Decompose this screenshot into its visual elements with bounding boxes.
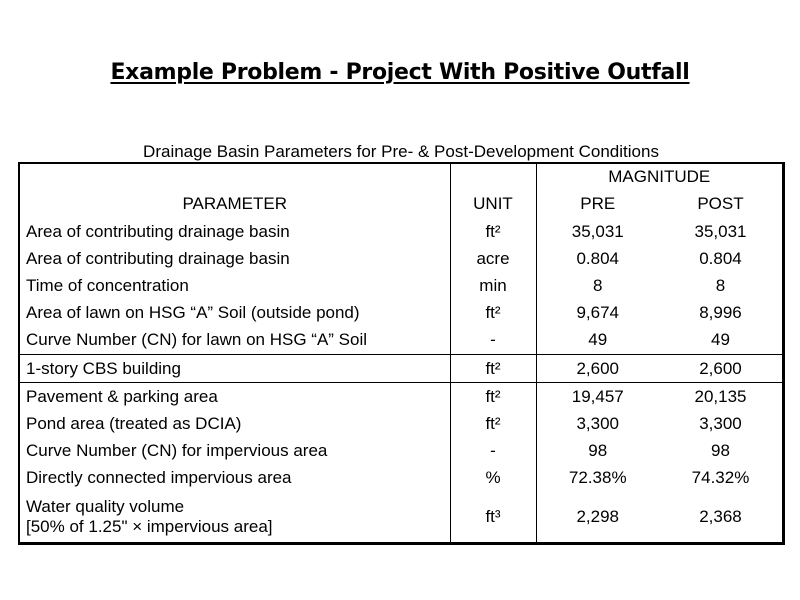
header-unit: UNIT bbox=[450, 190, 536, 218]
cell-parameter: Time of concentration bbox=[26, 276, 189, 296]
cell-unit: - bbox=[450, 327, 536, 355]
cell-pre: 2,600 bbox=[536, 354, 659, 382]
cell-pre: 19,457 bbox=[536, 383, 659, 411]
cell-unit: ft² bbox=[450, 383, 536, 411]
cell-parameter: Pond area (treated as DCIA) bbox=[26, 413, 242, 433]
cell-unit: acre bbox=[450, 245, 536, 272]
page-title-text: Example Problem - Project With Positive Outfall bbox=[110, 60, 690, 85]
cell-parameter: Directly connected impervious area bbox=[26, 468, 292, 488]
drainage-basin-table bbox=[18, 162, 785, 545]
cell-pre: 8 bbox=[536, 273, 659, 300]
table-row bbox=[20, 273, 782, 300]
cell-pre: 2,298 bbox=[536, 492, 659, 542]
table-row bbox=[20, 300, 782, 327]
table-row bbox=[20, 218, 782, 245]
cell-parameter: Area of contributing drainage basin bbox=[26, 221, 290, 241]
table-row bbox=[20, 354, 782, 382]
cell-parameter: Pavement & parking area bbox=[20, 383, 450, 411]
cell-unit: % bbox=[450, 465, 536, 492]
table-row bbox=[20, 465, 782, 492]
cell-unit: ft² bbox=[450, 410, 536, 437]
cell-post: 20,135 bbox=[659, 383, 782, 411]
cell-unit: - bbox=[450, 437, 536, 464]
cell-pre: 9,674 bbox=[536, 300, 659, 327]
cell-post: 49 bbox=[711, 330, 730, 350]
cell-parameter: Curve Number (CN) for lawn on HSG “A” Soil bbox=[26, 330, 368, 350]
cell-post: 8 bbox=[715, 276, 726, 296]
table-caption: Drainage Basin Parameters for Pre- & Post-Development Conditions bbox=[143, 142, 659, 161]
table-row bbox=[20, 327, 782, 355]
table-row bbox=[20, 383, 782, 411]
cell-post: 8,996 bbox=[699, 303, 742, 323]
header-row-top bbox=[20, 164, 782, 190]
table-row bbox=[20, 492, 782, 542]
cell-parameter-line2: [50% of 1.25" × impervious area] bbox=[26, 516, 273, 536]
cell-post: 3,300 bbox=[699, 413, 742, 433]
cell-unit: min bbox=[450, 273, 536, 300]
cell-parameter: 1-story CBS building bbox=[20, 354, 450, 382]
cell-pre: 0.804 bbox=[536, 245, 659, 272]
cell-pre: 49 bbox=[536, 327, 659, 355]
cell-parameter: Area of lawn on HSG “A” Soil (outside pond) bbox=[26, 303, 360, 323]
cell-post: 35,031 bbox=[694, 221, 747, 241]
cell-post: 98 bbox=[711, 440, 730, 460]
header-parameter: PARAMETER bbox=[182, 194, 288, 214]
cell-post: 2,600 bbox=[659, 354, 782, 382]
cell-pre: 72.38% bbox=[536, 465, 659, 492]
cell-parameter-line1: Water quality volume bbox=[26, 496, 185, 516]
cell-parameter: Curve Number (CN) for impervious area bbox=[26, 440, 328, 460]
header-post: POST bbox=[697, 194, 744, 214]
table-row bbox=[20, 245, 782, 272]
cell-pre: 35,031 bbox=[536, 218, 659, 245]
header-magnitude: MAGNITUDE bbox=[536, 164, 782, 190]
page-title bbox=[0, 60, 800, 85]
header-unit-spacer bbox=[450, 164, 536, 190]
cell-unit: ft² bbox=[450, 300, 536, 327]
cell-post: 2,368 bbox=[699, 506, 742, 526]
header-param-spacer bbox=[20, 164, 450, 190]
cell-unit: ft² bbox=[450, 354, 536, 382]
cell-parameter: Area of contributing drainage basin bbox=[26, 248, 290, 268]
table-row bbox=[20, 437, 782, 464]
cell-parameter bbox=[20, 492, 450, 542]
cell-post: 74.32% bbox=[691, 468, 750, 488]
table-row bbox=[20, 410, 782, 437]
cell-unit: ft² bbox=[450, 218, 536, 245]
cell-post: 0.804 bbox=[699, 248, 742, 268]
header-pre: PRE bbox=[536, 190, 659, 218]
cell-pre: 3,300 bbox=[536, 410, 659, 437]
cell-unit: ft³ bbox=[450, 492, 536, 542]
header-row-bottom bbox=[20, 190, 782, 218]
cell-pre: 98 bbox=[536, 437, 659, 464]
